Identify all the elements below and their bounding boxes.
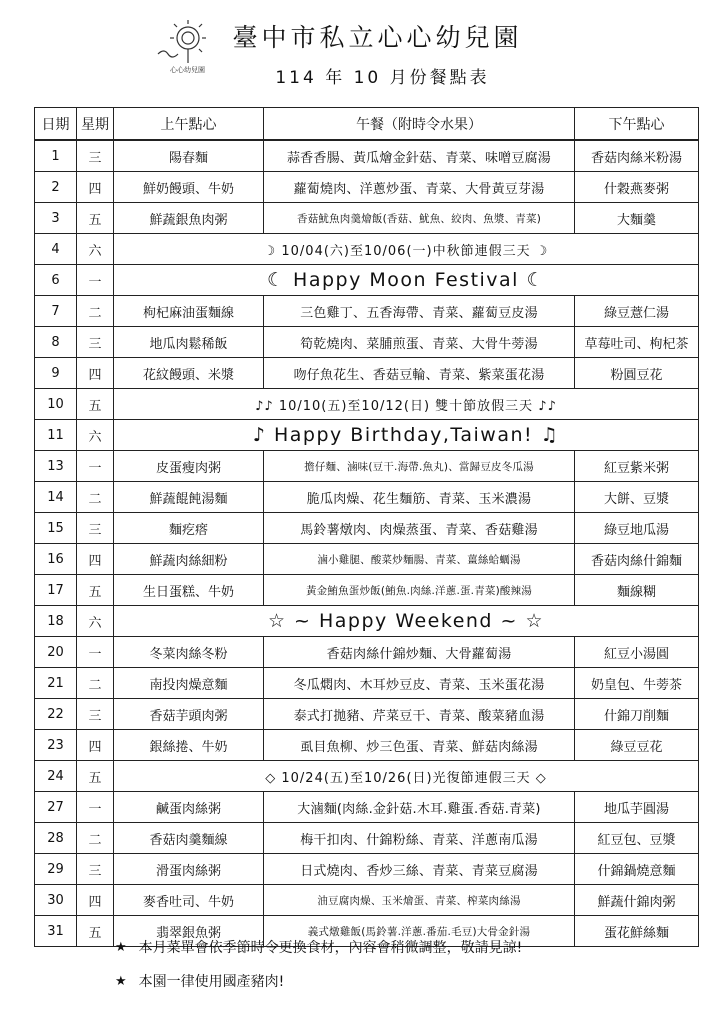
date-cell: 18 xyxy=(35,606,77,637)
table-row xyxy=(35,792,699,823)
lunch-cell: 筍乾燒肉、菜脯煎蛋、青菜、大骨牛蒡湯 xyxy=(264,327,575,358)
weekday-cell: 二 xyxy=(77,823,114,854)
afternoon-snack-cell: 什穀燕麥粥 xyxy=(575,172,699,203)
date-cell: 4 xyxy=(35,234,77,265)
table-row xyxy=(35,854,699,885)
afternoon-snack-cell: 奶皇包、牛蒡茶 xyxy=(575,668,699,699)
lunch-cell: 冬瓜燜肉、木耳炒豆皮、青菜、玉米蛋花湯 xyxy=(264,668,575,699)
morning-snack-cell: 枸杞麻油蛋麵線 xyxy=(114,296,264,327)
date-cell: 15 xyxy=(35,513,77,544)
afternoon-snack-cell: 鮮蔬什錦肉粥 xyxy=(575,885,699,916)
afternoon-snack-cell: 地瓜芋圓湯 xyxy=(575,792,699,823)
weekday-cell: 一 xyxy=(77,265,114,296)
weekday-cell: 六 xyxy=(77,606,114,637)
weekday-cell: 四 xyxy=(77,730,114,761)
date-cell: 11 xyxy=(35,420,77,451)
date-cell: 16 xyxy=(35,544,77,575)
table-row xyxy=(35,327,699,358)
table-row xyxy=(35,172,699,203)
date-cell: 21 xyxy=(35,668,77,699)
afternoon-snack-cell: 紅豆紫米粥 xyxy=(575,451,699,482)
date-cell: 13 xyxy=(35,451,77,482)
table-header-row xyxy=(35,108,699,141)
weekday-cell: 一 xyxy=(77,637,114,668)
lunch-cell: 蒜香香腸、黃瓜燴金針菇、青菜、味噌豆腐湯 xyxy=(264,140,575,172)
afternoon-snack-cell: 什錦刀削麵 xyxy=(575,699,699,730)
table-row xyxy=(35,296,699,327)
weekday-cell: 二 xyxy=(77,482,114,513)
weekday-cell: 四 xyxy=(77,885,114,916)
col-header-lunch: 午餐（附時令水果） xyxy=(264,108,575,141)
date-cell: 28 xyxy=(35,823,77,854)
lunch-cell: 虱目魚柳、炒三色蛋、青菜、鮮菇肉絲湯 xyxy=(264,730,575,761)
note-item xyxy=(115,964,522,998)
menu-table xyxy=(34,107,699,947)
table-row xyxy=(35,637,699,668)
date-cell: 23 xyxy=(35,730,77,761)
lunch-cell: 擔仔麵、滷味(豆干.海帶.魚丸)、當歸豆皮冬瓜湯 xyxy=(264,451,575,482)
lunch-cell: 蘿蔔燒肉、洋蔥炒蛋、青菜、大骨黃豆芽湯 xyxy=(264,172,575,203)
morning-snack-cell: 南投肉燥意麵 xyxy=(114,668,264,699)
holiday-row xyxy=(35,389,699,420)
afternoon-snack-cell: 紅豆包、豆漿 xyxy=(575,823,699,854)
holiday-row xyxy=(35,265,699,296)
morning-snack-cell: 冬菜肉絲冬粉 xyxy=(114,637,264,668)
table-row xyxy=(35,482,699,513)
lunch-cell: 梅干扣肉、什錦粉絲、青菜、洋蔥南瓜湯 xyxy=(264,823,575,854)
table-row xyxy=(35,823,699,854)
note-text: 本月菜單會依季節時令更換食材，內容會稍微調整，敬請見諒! xyxy=(138,940,523,956)
lunch-cell: 日式燒肉、香炒三絲、青菜、青菜豆腐湯 xyxy=(264,854,575,885)
morning-snack-cell: 鮮奶饅頭、牛奶 xyxy=(114,172,264,203)
afternoon-snack-cell: 綠豆地瓜湯 xyxy=(575,513,699,544)
date-cell: 31 xyxy=(35,916,77,947)
lunch-cell: 義式燉雞飯(馬鈴薯.洋蔥.番茄.毛豆)大骨金針湯 xyxy=(264,916,575,947)
weekday-cell: 五 xyxy=(77,575,114,606)
date-cell: 6 xyxy=(35,265,77,296)
afternoon-snack-cell: 草莓吐司、枸杞茶 xyxy=(575,327,699,358)
morning-snack-cell: 鮮蔬銀魚肉粥 xyxy=(114,203,264,234)
morning-snack-cell: 麵疙瘩 xyxy=(114,513,264,544)
menu-table-body xyxy=(35,140,699,947)
afternoon-snack-cell: 綠豆薏仁湯 xyxy=(575,296,699,327)
notes xyxy=(115,930,522,998)
date-cell: 27 xyxy=(35,792,77,823)
table-row xyxy=(35,575,699,606)
note-item xyxy=(115,930,522,964)
weekday-cell: 三 xyxy=(77,513,114,544)
lunch-cell: 大滷麵(肉絲.金針菇.木耳.雞蛋.香菇.青菜) xyxy=(264,792,575,823)
afternoon-snack-cell: 麵線糊 xyxy=(575,575,699,606)
holiday-banner: ☾ Happy Moon Festival ☾ xyxy=(114,265,699,296)
date-cell: 9 xyxy=(35,358,77,389)
weekday-cell: 五 xyxy=(77,761,114,792)
date-cell: 2 xyxy=(35,172,77,203)
logo-text: 心心幼兒園 xyxy=(170,66,205,74)
page-subtitle: 114 年 10 月份餐點表 xyxy=(275,68,490,88)
morning-snack-cell: 地瓜肉鬆稀飯 xyxy=(114,327,264,358)
afternoon-snack-cell: 綠豆豆花 xyxy=(575,730,699,761)
morning-snack-cell: 翡翠銀魚粥 xyxy=(114,916,264,947)
date-cell: 1 xyxy=(35,140,77,172)
lunch-cell: 吻仔魚花生、香菇豆輪、青菜、紫菜蛋花湯 xyxy=(264,358,575,389)
afternoon-snack-cell: 香菇肉絲米粉湯 xyxy=(575,140,699,172)
holiday-banner: ☽ 10/04(六)至10/06(一)中秋節連假三天 ☽ xyxy=(114,234,699,265)
morning-snack-cell: 鹹蛋肉絲粥 xyxy=(114,792,264,823)
morning-snack-cell: 生日蛋糕、牛奶 xyxy=(114,575,264,606)
lunch-cell: 黃金鮪魚蛋炒飯(鮪魚.肉絲.洋蔥.蛋.青菜)酸辣湯 xyxy=(264,575,575,606)
afternoon-snack-cell: 大麵羹 xyxy=(575,203,699,234)
morning-snack-cell: 鮮蔬肉絲細粉 xyxy=(114,544,264,575)
weekday-cell: 六 xyxy=(77,234,114,265)
lunch-cell: 香菇肉絲什錦炒麵、大骨蘿蔔湯 xyxy=(264,637,575,668)
table-row xyxy=(35,203,699,234)
table-row xyxy=(35,885,699,916)
afternoon-snack-cell: 香菇肉絲什錦麵 xyxy=(575,544,699,575)
lunch-cell: 滷小雞腿、酸菜炒麵腸、青菜、薑絲蛤蠣湯 xyxy=(264,544,575,575)
star-icon: ★ xyxy=(115,939,127,955)
morning-snack-cell: 香菇肉羹麵線 xyxy=(114,823,264,854)
date-cell: 20 xyxy=(35,637,77,668)
table-row xyxy=(35,668,699,699)
morning-snack-cell: 陽春麵 xyxy=(114,140,264,172)
holiday-banner: ♪♪ 10/10(五)至10/12(日) 雙十節放假三天 ♪♪ xyxy=(114,389,699,420)
weekday-cell: 三 xyxy=(77,327,114,358)
lunch-cell: 三色雞丁、五香海帶、青菜、蘿蔔豆皮湯 xyxy=(264,296,575,327)
date-cell: 29 xyxy=(35,854,77,885)
date-cell: 24 xyxy=(35,761,77,792)
col-header-weekday: 星期 xyxy=(77,108,114,141)
date-cell: 10 xyxy=(35,389,77,420)
morning-snack-cell: 麥香吐司、牛奶 xyxy=(114,885,264,916)
table-row xyxy=(35,513,699,544)
morning-snack-cell: 香菇芋頭肉粥 xyxy=(114,699,264,730)
weekday-cell: 五 xyxy=(77,389,114,420)
morning-snack-cell: 銀絲捲、牛奶 xyxy=(114,730,264,761)
col-header-afternoon-snack: 下午點心 xyxy=(575,108,699,141)
table-row xyxy=(35,730,699,761)
table-row xyxy=(35,358,699,389)
weekday-cell: 四 xyxy=(77,172,114,203)
date-cell: 8 xyxy=(35,327,77,358)
holiday-banner: ☆ ~ Happy Weekend ~ ☆ xyxy=(114,606,699,637)
holiday-row xyxy=(35,420,699,451)
table-row xyxy=(35,140,699,172)
weekday-cell: 四 xyxy=(77,358,114,389)
star-icon: ★ xyxy=(115,973,127,989)
lunch-cell: 脆瓜肉燥、花生麵筋、青菜、玉米濃湯 xyxy=(264,482,575,513)
weekday-cell: 三 xyxy=(77,140,114,172)
weekday-cell: 一 xyxy=(77,451,114,482)
weekday-cell: 二 xyxy=(77,668,114,699)
table-row xyxy=(35,544,699,575)
lunch-cell: 油豆腐肉燥、玉米燴蛋、青菜、榨菜肉絲湯 xyxy=(264,885,575,916)
date-cell: 17 xyxy=(35,575,77,606)
holiday-row xyxy=(35,234,699,265)
weekday-cell: 五 xyxy=(77,916,114,947)
col-header-date: 日期 xyxy=(35,108,77,141)
weekday-cell: 三 xyxy=(77,699,114,730)
col-header-morning-snack: 上午點心 xyxy=(114,108,264,141)
table-row xyxy=(35,451,699,482)
holiday-row xyxy=(35,761,699,792)
weekday-cell: 二 xyxy=(77,296,114,327)
weekday-cell: 一 xyxy=(77,792,114,823)
weekday-cell: 三 xyxy=(77,854,114,885)
lunch-cell: 香菇魷魚肉羹燴飯(香菇、魷魚、絞肉、魚漿、青菜) xyxy=(264,203,575,234)
afternoon-snack-cell: 粉圓豆花 xyxy=(575,358,699,389)
morning-snack-cell: 皮蛋瘦肉粥 xyxy=(114,451,264,482)
weekday-cell: 四 xyxy=(77,544,114,575)
holiday-row xyxy=(35,606,699,637)
afternoon-snack-cell: 大餅、豆漿 xyxy=(575,482,699,513)
holiday-banner: ◇ 10/24(五)至10/26(日)光復節連假三天 ◇ xyxy=(114,761,699,792)
page-title: 臺中市私立心心幼兒園 xyxy=(232,23,523,52)
note-text: 本園一律使用國產豬肉! xyxy=(138,974,285,990)
weekday-cell: 六 xyxy=(77,420,114,451)
lunch-cell: 泰式打拋豬、芹菜豆干、青菜、酸菜豬血湯 xyxy=(264,699,575,730)
morning-snack-cell: 花紋饅頭、米漿 xyxy=(114,358,264,389)
afternoon-snack-cell: 紅豆小湯圓 xyxy=(575,637,699,668)
morning-snack-cell: 鮮蔬餛飩湯麵 xyxy=(114,482,264,513)
date-cell: 14 xyxy=(35,482,77,513)
date-cell: 30 xyxy=(35,885,77,916)
holiday-banner: ♪ Happy Birthday,Taiwan! ♫ xyxy=(114,420,699,451)
afternoon-snack-cell: 蛋花鮮絲麵 xyxy=(575,916,699,947)
date-cell: 22 xyxy=(35,699,77,730)
table-row xyxy=(35,699,699,730)
weekday-cell: 五 xyxy=(77,203,114,234)
date-cell: 7 xyxy=(35,296,77,327)
date-cell: 3 xyxy=(35,203,77,234)
lunch-cell: 馬鈴薯燉肉、肉燥蒸蛋、青菜、香菇雞湯 xyxy=(264,513,575,544)
afternoon-snack-cell: 什錦鍋燒意麵 xyxy=(575,854,699,885)
morning-snack-cell: 滑蛋肉絲粥 xyxy=(114,854,264,885)
